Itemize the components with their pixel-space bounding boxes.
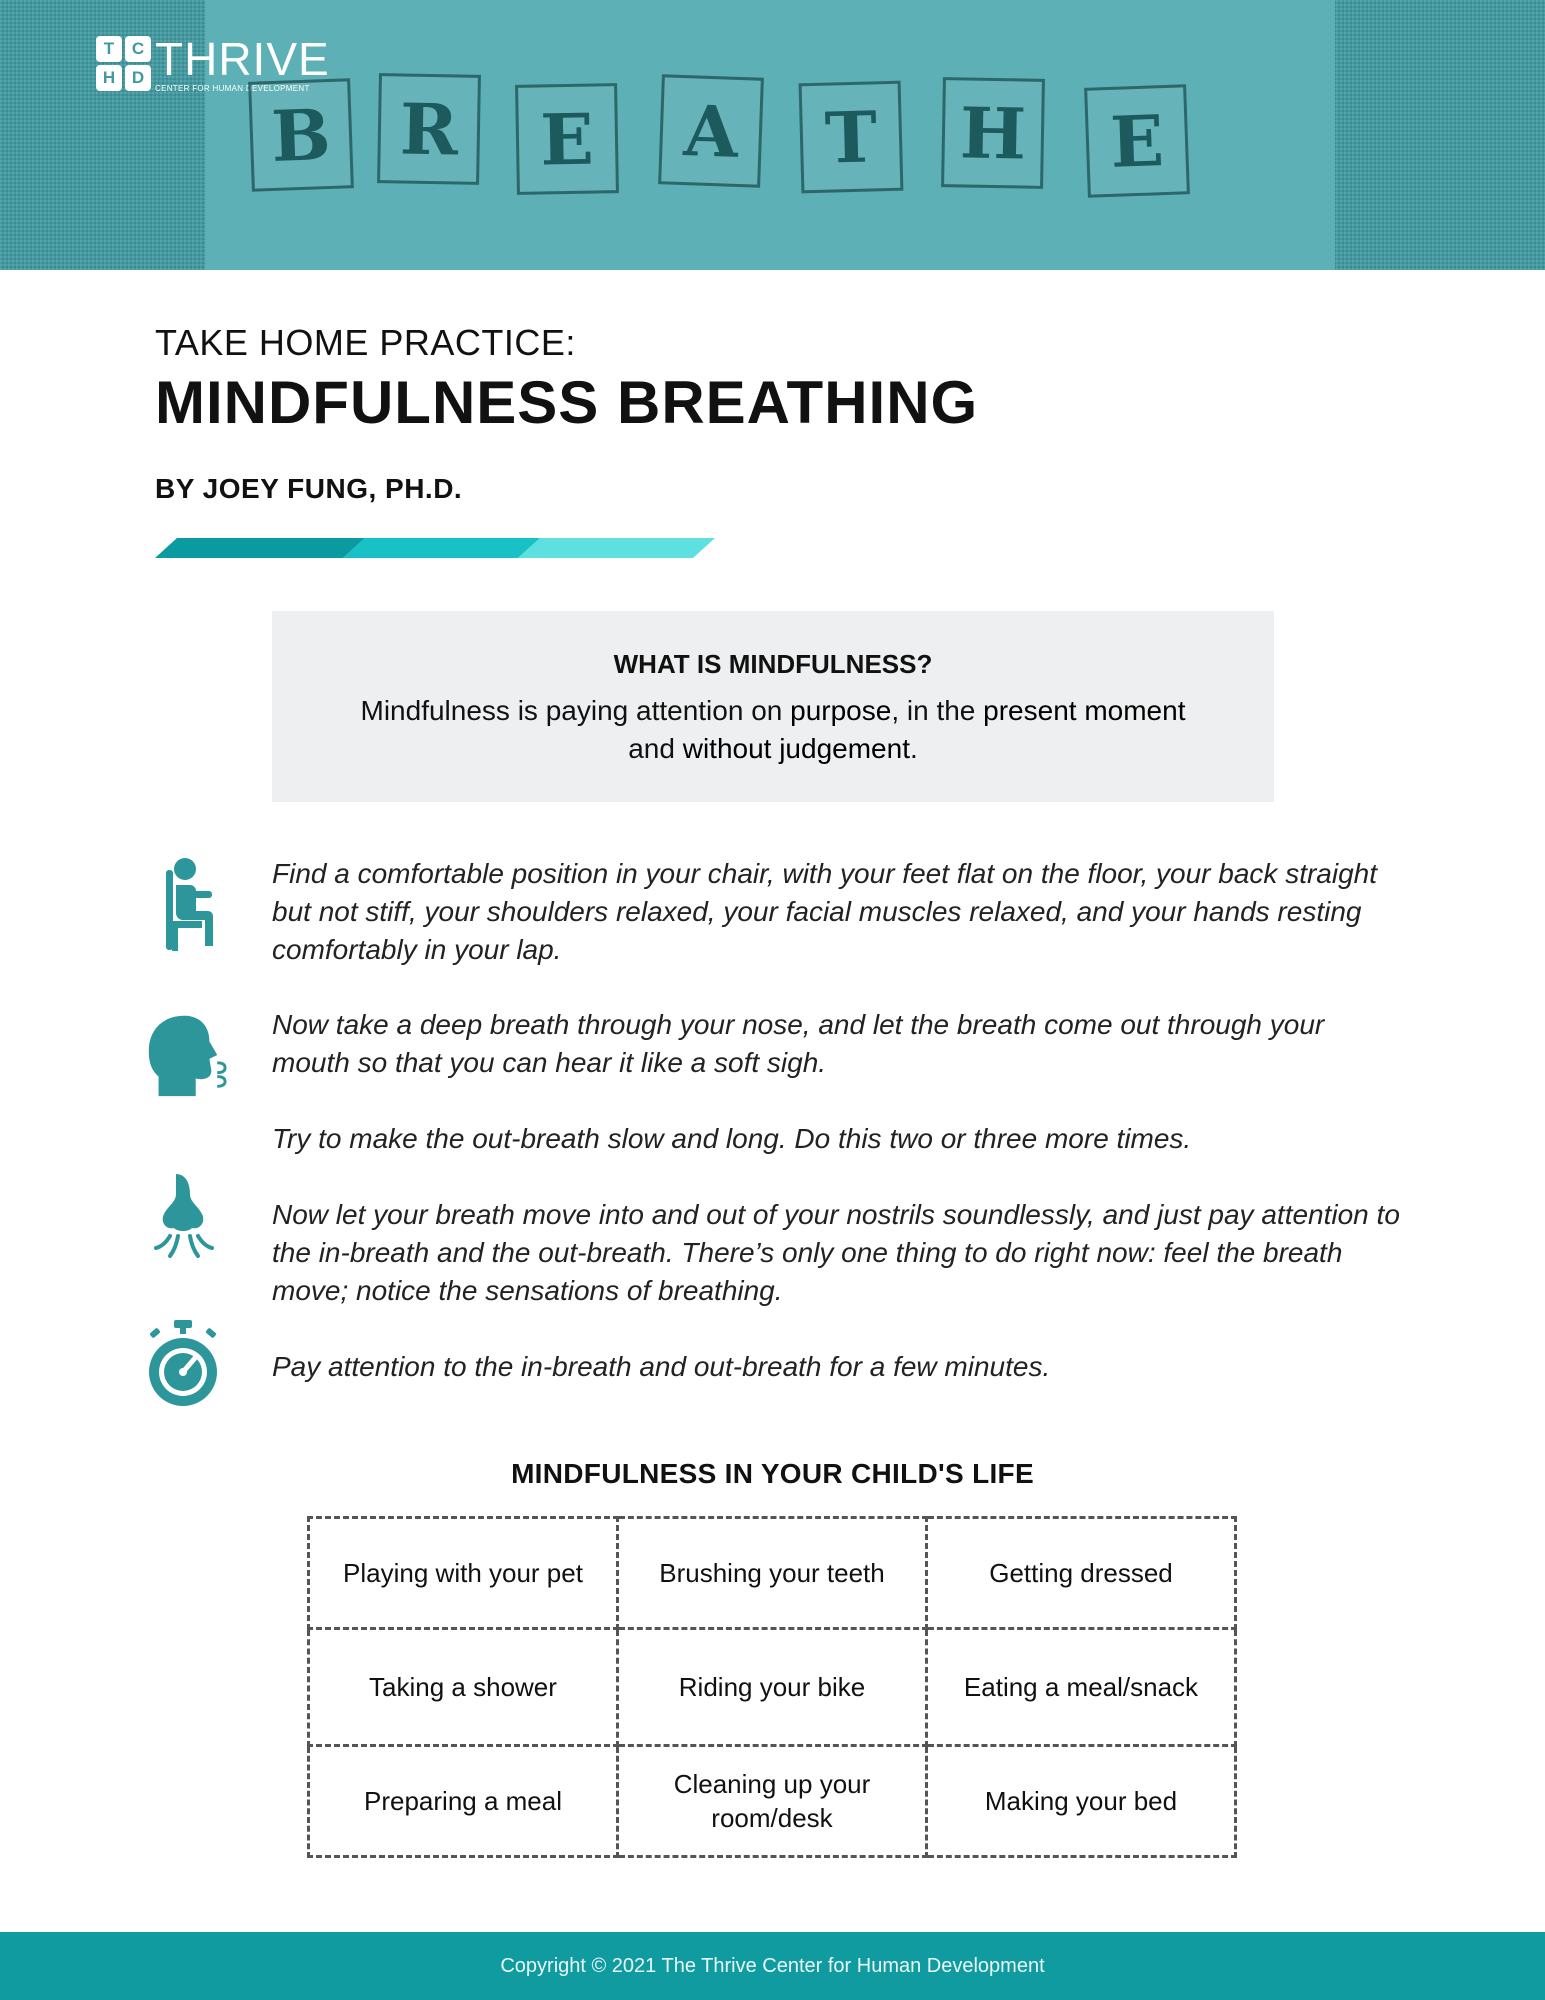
table-cell: Taking a shower (309, 1629, 618, 1746)
stamp-letter: R (377, 73, 481, 185)
page-kicker: TAKE HOME PRACTICE: (155, 322, 576, 363)
stamp-letter: E (1084, 84, 1190, 197)
step-text: Pay attention to the in-breath and out-breath for a few minutes. (272, 1351, 1051, 1382)
info-definition (343, 692, 1203, 768)
step-text: Find a comfortable position in your chair, with your feet flat on the floor, your back straight but not stiff, your shoulders relaxed, your facial muscles relaxed, and your hands resting comfortably in your lap. (272, 858, 1378, 965)
what-is-mindfulness-box (272, 611, 1274, 802)
logo-name: THRIVE (155, 33, 330, 85)
table-row (309, 1746, 1236, 1857)
accent-stripe (155, 538, 715, 560)
breathing-nose-icon (138, 1170, 228, 1270)
activities-title: MINDFULNESS IN YOUR CHILD'S LIFE (511, 1458, 1034, 1489)
logo-cell: H (96, 65, 122, 91)
activities-table (307, 1516, 1237, 1858)
info-text: . (909, 733, 918, 764)
logo-subtitle: CENTER FOR HUMAN DEVELOPMENT (155, 84, 310, 93)
logo-cell: D (125, 65, 151, 91)
footer-copyright: Copyright © 2021 The Thrive Center for Human Development (500, 1955, 1045, 1977)
stamp-letter: E (515, 83, 619, 195)
table-cell: Making your bed (927, 1746, 1236, 1857)
table-cell: Preparing a meal (309, 1746, 618, 1857)
table-cell: Eating a meal/snack (927, 1629, 1236, 1746)
header-banner (0, 0, 1545, 270)
logo-cell: T (96, 36, 122, 62)
info-emphasis: purpose (790, 695, 892, 726)
page-title: MINDFULNESS BREATHING (155, 369, 979, 436)
stamp-letter: H (941, 77, 1045, 189)
stopwatch-icon (138, 1318, 228, 1410)
info-text: Mindfulness is paying attention on (360, 695, 791, 726)
table-row (309, 1518, 1236, 1629)
table-cell: Riding your bike (618, 1629, 927, 1746)
breathe-stamps (240, 70, 1230, 220)
info-emphasis: without judgement (682, 733, 910, 764)
author-byline: BY JOEY FUNG, PH.D. (155, 473, 463, 504)
table-cell: Cleaning up your room/desk (618, 1746, 927, 1857)
table-cell: Brushing your teeth (618, 1518, 927, 1629)
seated-person-icon (138, 855, 228, 955)
info-heading: WHAT IS MINDFULNESS? (613, 649, 933, 679)
info-emphasis: present moment (983, 695, 1186, 726)
footer-bar (0, 1932, 1545, 2000)
step-text: Now let your breath move into and out of your nostrils soundlessly, and just pay attention to the in-breath and the out-breath. There’s only one thing to do right now: feel the breath move; notice the sensations of breathing. (272, 1199, 1400, 1306)
table-cell: Getting dressed (927, 1518, 1236, 1629)
step-text: Try to make the out-breath slow and long. Do this two or three more times. (272, 1123, 1192, 1154)
stamp-letter: A (658, 74, 764, 187)
table-row (309, 1629, 1236, 1746)
stamp-letter: B (248, 78, 354, 191)
exhaling-head-icon (138, 1012, 228, 1100)
logo-mark (96, 36, 151, 91)
stamp-letter: T (799, 81, 904, 194)
step-text: Now take a deep breath through your nose, and let the breath come out through your mouth so that you can hear it like a soft sigh. (272, 1009, 1325, 1078)
info-text: , in the (891, 695, 984, 726)
logo-cell: C (125, 36, 151, 62)
info-text: and (628, 733, 683, 764)
table-cell: Playing with your pet (309, 1518, 618, 1629)
